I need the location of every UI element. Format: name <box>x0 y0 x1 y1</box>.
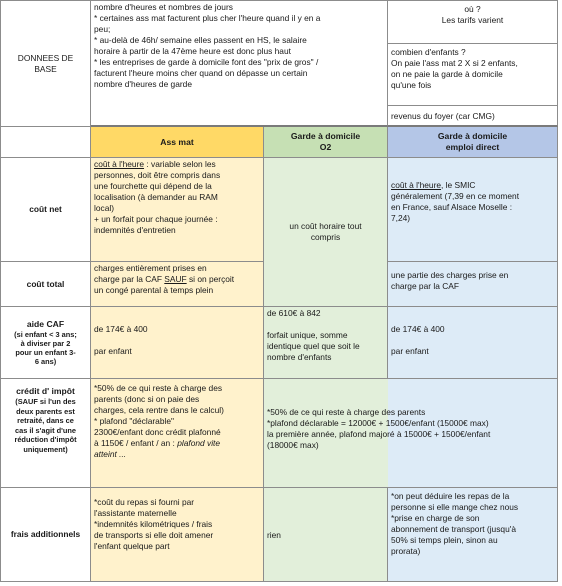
text-line: * plafond "déclarable" <box>94 416 174 426</box>
text-line: abonnement de transport (jusqu'à <box>391 524 516 534</box>
row-label: crédit d' impôt <box>16 386 75 396</box>
cell-children[interactable] <box>388 44 558 106</box>
row-label-aide-caf[interactable] <box>0 307 91 379</box>
text-line: l'enfant quelque part <box>94 541 170 551</box>
text-line: : variable selon les <box>144 159 216 169</box>
row-label-note: 6 ans) <box>34 357 57 366</box>
text-line: si on perçoit <box>186 274 235 284</box>
row-label-note: cas il s'agit d'une <box>14 425 77 435</box>
text-line: un congé parental à temps plein <box>94 285 214 295</box>
text-line: , le SMIC <box>441 180 476 190</box>
row-label: coût total <box>26 278 65 289</box>
row-label: coût net <box>29 204 62 214</box>
text-line: une partie des charges prise en <box>391 270 509 280</box>
text-line: par enfant <box>94 346 132 356</box>
cell-cout-o2-merged[interactable] <box>264 158 388 307</box>
underlined-term: coût à l'heure <box>391 180 442 190</box>
row-label-note: (SAUF si l'un des <box>15 397 76 406</box>
text-line: personne si elle mange chez nous <box>391 502 519 512</box>
row-label-note: retraité, dans ce <box>17 416 74 425</box>
text-line: combien d'enfants ? <box>391 47 466 57</box>
cell-cout-net-direct[interactable] <box>388 158 558 262</box>
header-blank <box>0 127 91 158</box>
text-line: nombre d'heures et nombres de jours <box>94 2 233 12</box>
row-label-note: (si enfant < 3 ans; <box>14 330 77 339</box>
text-line: qu'une fois <box>391 80 432 90</box>
text-line: personnes, doit être compris dans <box>94 170 221 180</box>
cell-cout-total-direct[interactable] <box>388 262 558 307</box>
text-line: (18000€ max) <box>267 440 319 450</box>
text-line: on ne paie la garde à domicile <box>391 69 503 79</box>
row-label-donnees-de-base[interactable] <box>0 0 91 127</box>
cell-credit-ass-mat[interactable] <box>91 379 264 488</box>
row-label-note: à diviser par 2 <box>20 339 71 348</box>
text-line: à 1150€ / enfant / an : <box>94 438 178 448</box>
row-label-cout-net[interactable] <box>0 158 91 262</box>
text-line: une fourchette qui dépend de la <box>94 181 212 191</box>
cell-frais-ass-mat[interactable] <box>91 488 264 582</box>
cell-aide-caf-o2[interactable] <box>264 307 388 379</box>
text-line: *on peut déduire les repas de la <box>391 491 510 501</box>
text-line: où ? <box>464 4 481 14</box>
text-line: Les tarifs varient <box>441 15 504 25</box>
text-line: de transports si elle doit amener <box>94 530 214 540</box>
header-label: Ass mat <box>160 136 194 147</box>
row-label-credit-impot[interactable] <box>0 379 91 488</box>
text-line: charge par la CAF <box>94 274 165 284</box>
text-line: *prise en charge de son <box>391 513 480 523</box>
text-line: de 174€ à 400 <box>391 324 445 334</box>
row-label-note: uniquement) <box>23 444 68 454</box>
text-line: charges entièrement prises en <box>94 263 207 273</box>
text-line: indemnités d'entretien <box>94 225 176 235</box>
underlined-term: SAUF <box>164 274 187 284</box>
text-line: l'assistante maternelle <box>94 508 177 518</box>
italic-text: atteint ... <box>94 449 127 459</box>
row-label-note: deux parents est <box>16 406 75 416</box>
text-line: 7,24) <box>391 213 411 223</box>
text-line: prorata) <box>391 546 421 556</box>
text-line: généralement (7,39 en ce moment <box>391 191 520 201</box>
text-line: 50% si temps plein, sinon au <box>391 535 498 545</box>
header-ass-mat[interactable] <box>91 127 264 158</box>
text-line: *50% de ce qui reste à charge des parents <box>267 407 426 417</box>
cell-aide-caf-direct[interactable] <box>388 307 558 379</box>
row-label: frais additionnels <box>10 529 81 539</box>
text-line: On paie l'ass mat 2 X si 2 enfants, <box>391 58 518 68</box>
text-line: compris <box>310 232 341 242</box>
italic-text: plafond vite <box>177 438 221 448</box>
cell-cout-net-ass-mat[interactable] <box>91 158 264 262</box>
text-line: 2300€/enfant donc crédit plafonné <box>94 427 221 437</box>
text-line: forfait unique, somme <box>267 330 348 340</box>
underlined-term: coût à l'heure <box>94 159 145 169</box>
row-label: aide CAF <box>26 319 65 329</box>
text-line: de 610€ à 842 <box>267 308 321 318</box>
text-line: nombre d'enfants <box>267 352 332 362</box>
text-line: * certaines ass mat facturent plus cher l'heure quand il y en a <box>94 13 321 23</box>
text-line: * les entreprises de garde à domicile font des "prix de gros" / <box>94 57 319 67</box>
text-line: identique quel que soit le <box>267 341 360 351</box>
row-label-note: réduction d'impôt <box>14 435 77 444</box>
text-line: + un forfait pour chaque journée : <box>94 214 218 224</box>
cell-aide-caf-ass-mat[interactable] <box>91 307 264 379</box>
cell-frais-direct[interactable] <box>388 488 558 582</box>
text-line: charges, cela rentre dans le calcul) <box>94 405 224 415</box>
text-line: un coût horaire tout <box>289 221 362 231</box>
cell-cout-total-ass-mat[interactable] <box>91 262 264 307</box>
text-line: rien <box>267 529 281 540</box>
text-line: nombre d'heures de garde <box>94 79 192 89</box>
text-line: *50% de ce qui reste à charge des <box>94 383 223 393</box>
text-line: de 174€ à 400 <box>94 324 148 334</box>
cell-hours-info[interactable] <box>91 0 388 127</box>
cell-income[interactable] <box>388 106 558 127</box>
header-label: Garde à domicile <box>437 131 508 141</box>
header-label: O2 <box>319 142 332 152</box>
header-label: emploi direct <box>445 142 500 152</box>
text-line: facturent l'heure moins cher quand on dépasse un certain <box>94 68 308 78</box>
text-line: en France, sauf Alsace Moselle : <box>391 202 513 212</box>
cell-credit-garde-merged[interactable] <box>264 379 558 488</box>
text-line: par enfant <box>391 346 429 356</box>
text-line: revenus du foyer (car CMG) <box>391 110 495 121</box>
text-line: *plafond déclarable = 12000€ + 1500€/enfant (15000€ max) <box>267 418 489 428</box>
text-line: peu; <box>94 24 111 34</box>
text-line: la première année, plafond majoré à 15000€ + 1500€/enfant <box>267 429 491 439</box>
text-line: *coût du repas si fourni par <box>94 497 195 507</box>
text-line: local) <box>94 203 115 213</box>
cell-frais-o2[interactable] <box>264 488 388 582</box>
donnees-de-base-label: DONNEES DE BASE <box>17 52 74 74</box>
text-line: localisation (à demander au RAM <box>94 192 218 202</box>
text-line: parents (donc si on paie des <box>94 394 200 404</box>
header-label: Garde à domicile <box>290 131 361 141</box>
row-label-note: pour un enfant 3- <box>15 348 76 357</box>
text-line: * au-delà de 46h/ semaine elles passent en HS, le salaire <box>94 35 307 45</box>
row-label-cout-total[interactable] <box>0 262 91 307</box>
header-garde-direct[interactable] <box>388 127 558 158</box>
text-line: charge par la CAF <box>391 281 459 291</box>
text-line: *indemnités kilométriques / frais <box>94 519 213 529</box>
cell-where[interactable] <box>388 0 558 44</box>
text-line: horaire à partir de la 47ème heure est donc plus haut <box>94 46 291 56</box>
row-label-frais-additionnels[interactable] <box>0 488 91 582</box>
header-garde-o2[interactable] <box>264 127 388 158</box>
